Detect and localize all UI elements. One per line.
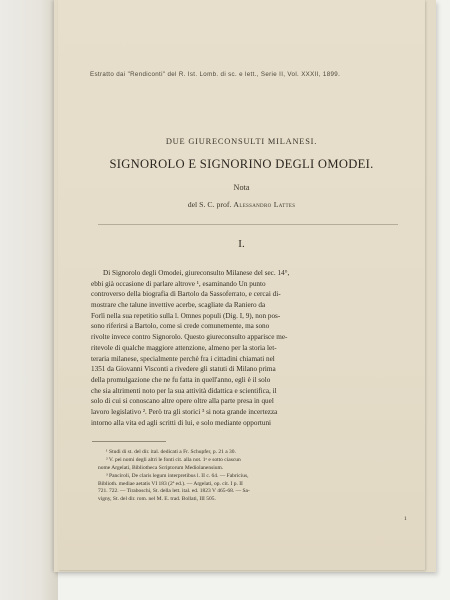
body-line: della promulgazione che ne fu fatta in quell'anno, egli è il solo xyxy=(91,375,271,384)
body-line: ebbi già occasione di parlare altrove ¹, esaminando Un punto xyxy=(91,279,266,288)
extract-line: Estratto dai "Rendiconti" del R. Ist. Lomb. di sc. e lett., Serie II, Vol. XXXII, 1899. xyxy=(90,71,341,78)
body-line: solo di cui si conoscano altre opere oltre alla parte presa in quel xyxy=(91,397,274,406)
body-line: sono riferirsi a Bartolo, come si crede comunemente, ma sono xyxy=(91,322,270,331)
footnote-line: nome Argelati, Bibliotheca Scriptorum Mediolanensium. xyxy=(98,464,224,471)
body-line: che sia altrimenti noto per la sua attività didattica e scientifica, il xyxy=(91,386,277,395)
subtitle: DUE GIURECONSULTI MILANESI. xyxy=(165,137,318,146)
body-line: ritevole di qualche maggiore attenzione, almeno per la storia let- xyxy=(91,343,277,352)
body-text xyxy=(91,268,395,428)
main-title: SIGNOROLO E SIGNORINO DEGLI OMODEI. xyxy=(109,157,374,171)
author-line xyxy=(58,200,425,209)
author-prefix: del S. C. prof. xyxy=(187,200,232,209)
footnotes xyxy=(98,449,398,504)
body-line: rivolte invece contro Signorolo. Questo giureconsulto apparisce me- xyxy=(91,333,288,342)
section-number: I. xyxy=(238,238,245,250)
footnote-rule xyxy=(92,441,166,442)
body-line: mostrare che talune invettive acerbe, scagliate da Raniero da xyxy=(91,301,266,310)
body-line: lavoro legislativo ². Però tra gli storici ³ si nota grande incertezza xyxy=(91,407,278,416)
body-line: intorno alla vita ed agli scritti di lui, e solo mediante opportuni xyxy=(91,418,272,427)
body-line: teraria milanese, specialmente perchè fra i cittadini chiamati nel xyxy=(91,354,275,363)
document-page xyxy=(58,0,425,570)
footnote-line: ¹ Studi di st. del dir. ital. dedicati a Fr. Schupfer, p. 21 a 30. xyxy=(106,449,236,455)
footnote-line: vigny, St. del dir. rom. nel M. E. trad. Bollati, III 505. xyxy=(98,496,216,503)
footnote-line: ² V. pei nomi degli altri le fonti cit. alla not. 1ᵃ e sotto ciascun xyxy=(106,456,241,463)
section-rule xyxy=(98,224,398,226)
author-name: Alessandro Lattes xyxy=(233,200,296,209)
nota-label: Nota xyxy=(233,183,250,192)
body-line: Di Signorolo degli Omodei, giureconsulto Milanese del sec. 14°, xyxy=(103,269,290,277)
body-line: Forlì nella sua repetitio sulla l. Omnes populi (Dig. I, 9), non pos- xyxy=(91,311,281,320)
page-number: 1 xyxy=(404,516,407,522)
body-line: controverso della biografia di Bartolo da Sassoferrato, e cercai di- xyxy=(91,290,281,299)
left-paper-edge xyxy=(0,0,58,600)
footnote-line: Biblioth. mediae aetatis VI 183 (2ª ed.). — Argelati, op. cit. I p. II xyxy=(98,480,243,487)
body-line: 1351 da Giovanni Visconti a rivedere gli statuti di Milano prima xyxy=(91,365,276,374)
footnote-line: ³ Panciroli, De claris legum interpretibus l. II c. 64. — Fabricius, xyxy=(106,472,249,479)
footnote-line: 721. 722. — Tiraboschi, St. della lett. ital. ed. 1823 V 465-68. — Sa- xyxy=(98,488,250,495)
